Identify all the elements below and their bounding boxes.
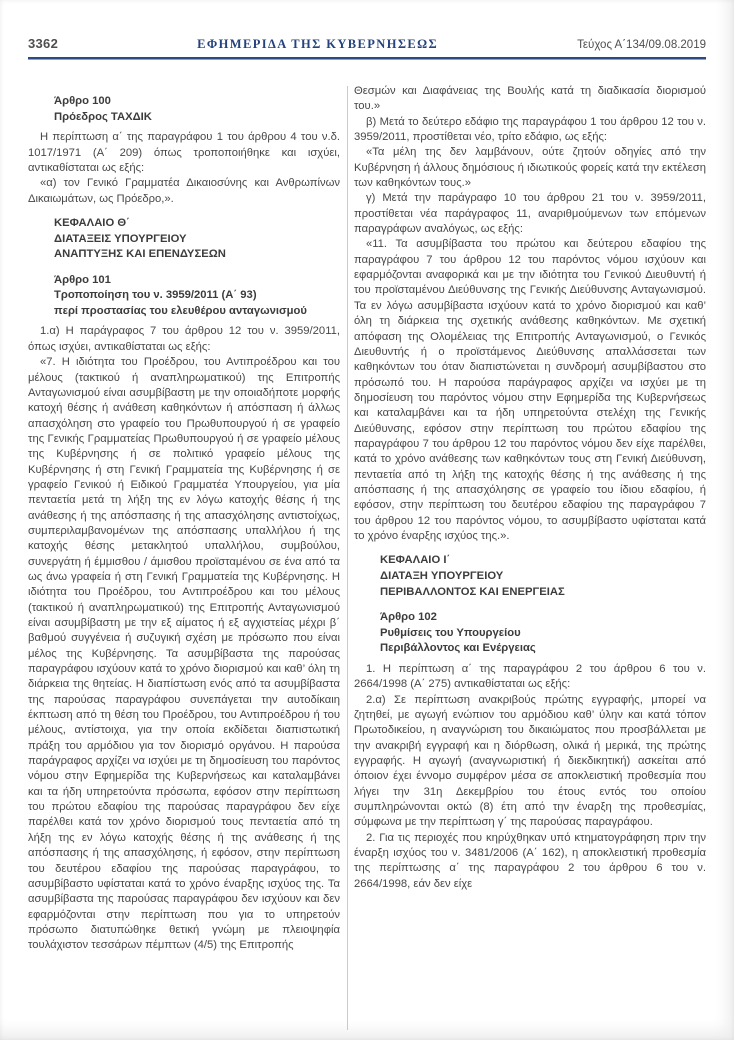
right-column	[354, 84, 706, 1036]
paragraph: 2.α) Σε περίπτωση ανακριβούς πρώτης εγγραφής, μπορεί να ζητηθεί, με αγωγή ενώπιον του αρμόδιου καθ’ ύλην και κατά τόπον Πρωτοδικείου, η αναγνώριση του δικαιώματος που προσβάλλεται με την ανακριβή εγγραφή και η διόρθωση, ολικά ή μερικά, της πρώτης εγγραφής. Η αγωγή (αναγνωριστική ή διεκδικητική) ασκείται από όποιον έχει έννομο συμφέρον μέσα σε αποκλειστική προθεσμία που λήγει την 31η Δεκεμβρίου του έτους εντός του οποίου συμπληρώνονται οκτώ (8) έτη από την έναρξη της προθεσμίας, σύμφωνα με την περίπτωση γ΄ της παρούσας παραγράφου.	[354, 693, 706, 829]
header-rule	[28, 57, 706, 60]
left-column	[28, 84, 340, 1036]
heading-line: Ρυθμίσεις του Υπουργείου	[380, 626, 521, 639]
heading-line: Τροποποίηση του ν. 3959/2011 (Α΄ 93)	[54, 289, 257, 302]
heading-line: ΑΝΑΠΤΥΞΗΣ ΚΑΙ ΕΠΕΝΔΥΣΕΩΝ	[54, 248, 226, 261]
heading-line: ΔΙΑΤΑΞΕΙΣ ΥΠΟΥΡΓΕΙΟΥ	[54, 232, 187, 245]
paragraph: «α) τον Γενικό Γραμματέα Δικαιοσύνης και Ανθρωπίνων Δικαιωμάτων, ως Πρόεδρο,».	[28, 177, 340, 205]
chapter-heading	[54, 216, 340, 263]
heading-line: ΠΕΡΙΒΑΛΛΟΝΤΟΣ ΚΑΙ ΕΝΕΡΓΕΙΑΣ	[380, 585, 565, 598]
paragraph: β) Μετά το δεύτερο εδάφιο της παραγράφου 1 του άρθρου 12 του ν. 3959/2011, προστίθεται νέο, τρίτο εδάφιο, ως εξής:	[354, 115, 706, 144]
heading-line: Άρθρο 102	[380, 611, 437, 624]
paragraph: «7. Η ιδιότητα του Προέδρου, του Αντιπροέδρου και του μέλους (τακτικού ή αναπληρωματικού) της Επιτροπής Ανταγωνισμού είναι ασυμβίβαστη με την οποιαδήποτε μορφής κατοχή θέσης ή ανάθεση καθηκόντων ή απόσπαση ή άλλως απασχόληση στο γραφείο του Πρωθυπουργού ή σε γραφείο της Γενικής Γραμματείας Πρωθυπουργού ή σε γραφείο μέλους της Κυβέρνησης ή σε πολιτικό γραφείο μέλους της Κυβέρνησης ή στη Γενική Γραμματεία της Κυβέρνησης ή σε γραφείο Γενικού ή Ειδικού Γραμματέα Υπουργείου, για μία πενταετία μετά τη λήξη της εν λόγω κατοχής θέσης ή της ανάθεσης ή της απόσπασης ή της απασχόλησης αντιστοίχως, συμπεριλαμβανομένων της απόσπασης υπαλλήλου ή της κατοχής θέσης μετακλητού υπαλλήλου, συμβούλου, συνεργάτη ή έμμισθου / άμισθου προϊσταμένου σε ένα από τα ως άνω γραφεία ή στη Γενική Γραμματεία της Κυβέρνησης. Η ιδιότητα του Προέδρου, του Αντιπροέδρου και του μέλους (τακτικού ή αναπληρωματικού) της Επιτροπής Ανταγωνισμού είναι ασυμβίβαστη με την εξ αίματος ή εξ αγχιστείας μέχρι β΄ βαθμού συγγένεια ή συζυγική σχέση με πρόσωπο που είναι μέλος της Κυβέρνησης. Τα ασυμβίβαστα της παρούσας παραγράφου ισχύουν κατά το χρόνο διορισμού και καθ’ όλη τη διάρκεια της θητείας. Η διαπίστωση ενός από τα ασυμβίβαστα της παρούσας παραγράφου συνεπάγεται την αυτοδίκαιη έκπτωση από τη θέση του Προέδρου, του Αντιπροέδρου ή του μέλους, αντίστοιχα, για την οποία εκδίδεται διαπιστωτική πράξη του αρμόδιου για τον διορισμό οργάνου. Η παρούσα παράγραφος αρχίζει να ισχύει με τη δημοσίευση του παρόντος νόμου στην Εφημερίδα της Κυβερνήσεως και καταλαμβάνει και τα ήδη υπηρετούντα πρόσωπα, εφόσον στην περίπτωση του πρώτου εδαφίου της παρούσας παραγράφου δεν είχε παρέλθει κατά τον χρόνο διορισμού τους πενταετία από τη λήξη της εν λόγω κατοχής θέσης ή της ανάθεσης ή της απόσπασης ή της απασχόλησης, ή εφόσον, στην περίπτωση του δευτέρου εδαφίου της παρούσας παραγράφου, το ασυμβίβαστο υφίσταται κατά το χρόνο έναρξης ισχύος της. Τα ασυμβίβαστα της παρούσας παραγράφου δεν ισχύουν και δεν εφαρμόζονται στην περίπτωση που για το υπηρετούν πρόσωπο διατυπώθηκε θετική γνώμη με πλειοψηφία τουλάχιστον τεσσάρων πέμπτων (4/5) της Επιτροπής	[28, 356, 340, 952]
heading-line: ΚΕΦΑΛΑΙΟ Θ΄	[54, 216, 130, 229]
page-number: 3362	[28, 36, 59, 51]
heading-line: ΚΕΦΑΛΑΙΟ Ι΄	[380, 554, 451, 567]
paragraph: «Τα μέλη της δεν λαμβάνουν, ούτε ζητούν οδηγίες από την Κυβέρνηση ή άλλους δημόσιους ή ιδιωτικούς φορείς κατά την εκτέλεση των καθηκόντων τους.»	[354, 146, 706, 190]
heading-line: ΔΙΑΤΑΞΗ ΥΠΟΥΡΓΕΙΟΥ	[380, 569, 504, 582]
page-header	[28, 36, 706, 52]
article-heading	[54, 273, 340, 320]
issue-label: Τεύχος Α΄134/09.08.2019	[577, 39, 706, 51]
paragraph: Η περίπτωση α΄ της παραγράφου 1 του άρθρου 4 του ν.δ. 1017/1971 (Α΄ 209) όπως τροποποιήθηκε και ισχύει, αντικαθίσταται ως εξής:	[28, 131, 340, 174]
paragraph: 1. Η περίπτωση α΄ της παραγράφου 2 του άρθρου 6 του ν. 2664/1998 (Α΄ 275) αντικαθίσταται ως εξής:	[354, 662, 706, 691]
heading-line: Άρθρο 101	[54, 273, 111, 286]
heading-line: Πρόεδρος ΤΑΧΔΙΚ	[54, 110, 152, 123]
paragraph: γ) Μετά την παράγραφο 10 του άρθρου 21 του ν. 3959/2011, προστίθεται νέα παράγραφος 11, αναριθμούμενων των επόμενων παραγράφων αναλόγως, ως εξής:	[354, 192, 706, 236]
paragraph: 1.α) Η παράγραφος 7 του άρθρου 12 του ν. 3959/2011, όπως ισχύει, αντικαθίσταται ως εξής:	[28, 325, 340, 353]
chapter-heading	[380, 553, 706, 600]
article-heading	[54, 94, 340, 125]
paragraph: «11. Τα ασυμβίβαστα του πρώτου και δεύτερου εδαφίου της παραγράφου 7 του άρθρου 12 του παρόντος νόμου ισχύουν και εφαρμόζονται αναφορικά και με την ιδιότητα του Γενικού Διευθυντή ή του προϊσταμένου Διεύθυνσης της Γενικής Διεύθυνσης Ανταγωνισμού. Τα εν λόγω ασυμβίβαστα ισχύουν κατά το χρόνο διορισμού και καθ’ όλη τη διάρκεια της σχετικής ανάθεσης καθηκόντων. Με σχετική απόφαση της Ολομέλειας της Επιτροπής Ανταγωνισμού, ο Γενικός Διευθυντής ή ο προϊστάμενος Διεύθυνσης απαλλάσσεται των καθηκόντων του όταν διαπιστώνεται η συνδρομή ασυμβίβαστου στο πρόσωπό του. Η παρούσα παράγραφος αρχίζει να ισχύει με τη δημοσίευση του παρόντος νόμου στην Εφημερίδα της Κυβερνήσεως και καταλαμβάνει και τα ήδη υπηρετούντα στελέχη της Γενικής Διεύθυνσης, εφόσον στην περίπτωση του πρώτου εδαφίου της παραγράφου 7 του άρθρου 12 του παρόντος νόμου δεν είχε παρέλθει, κατά το χρόνο ανάθεσης των καθηκόντων τους στη Γενική Διεύθυνση, πενταετία από τη λήξη της κατοχής θέσης ή της ανάθεσης ή της απόσπασης ή της απασχόλησης σε γραφείο του ίδιου εδαφίου, ή εφόσον, στην περίπτωση του δευτέρου εδαφίου της παραγράφου 7 του άρθρου 12 του παρόντος νόμου, το ασυμβίβαστο υφίσταται κατά το χρόνο έναρξης ισχύος της.».	[354, 238, 706, 542]
paragraph: Θεσμών και Διαφάνειας της Βουλής κατά τη διαδικασία διορισμού του.»	[354, 85, 706, 113]
article-heading	[380, 610, 706, 657]
column-separator	[347, 86, 348, 1030]
heading-line: Άρθρο 100	[54, 95, 111, 107]
page-body	[28, 84, 706, 1036]
gazette-title: ΕΦΗΜΕΡΙΔΑ ΤΗΣ ΚΥΒΕΡΝΗΣΕΩΣ	[197, 37, 439, 51]
paragraph: 2. Για τις περιοχές που κηρύχθηκαν υπό κτηματογράφηση πριν την έναρξη ισχύος του ν. 3481/2006 (Α΄ 162), η αποκλειστική προθεσμία της περίπτωσης α΄ της παραγράφου 2 του άρθρου 6 του ν. 2664/1998, εάν δεν είχε	[354, 831, 706, 890]
heading-line: περί προστασίας του ελευθέρου ανταγωνισμού	[54, 304, 307, 317]
heading-line: Περιβάλλοντος και Ενέργειας	[380, 642, 536, 655]
